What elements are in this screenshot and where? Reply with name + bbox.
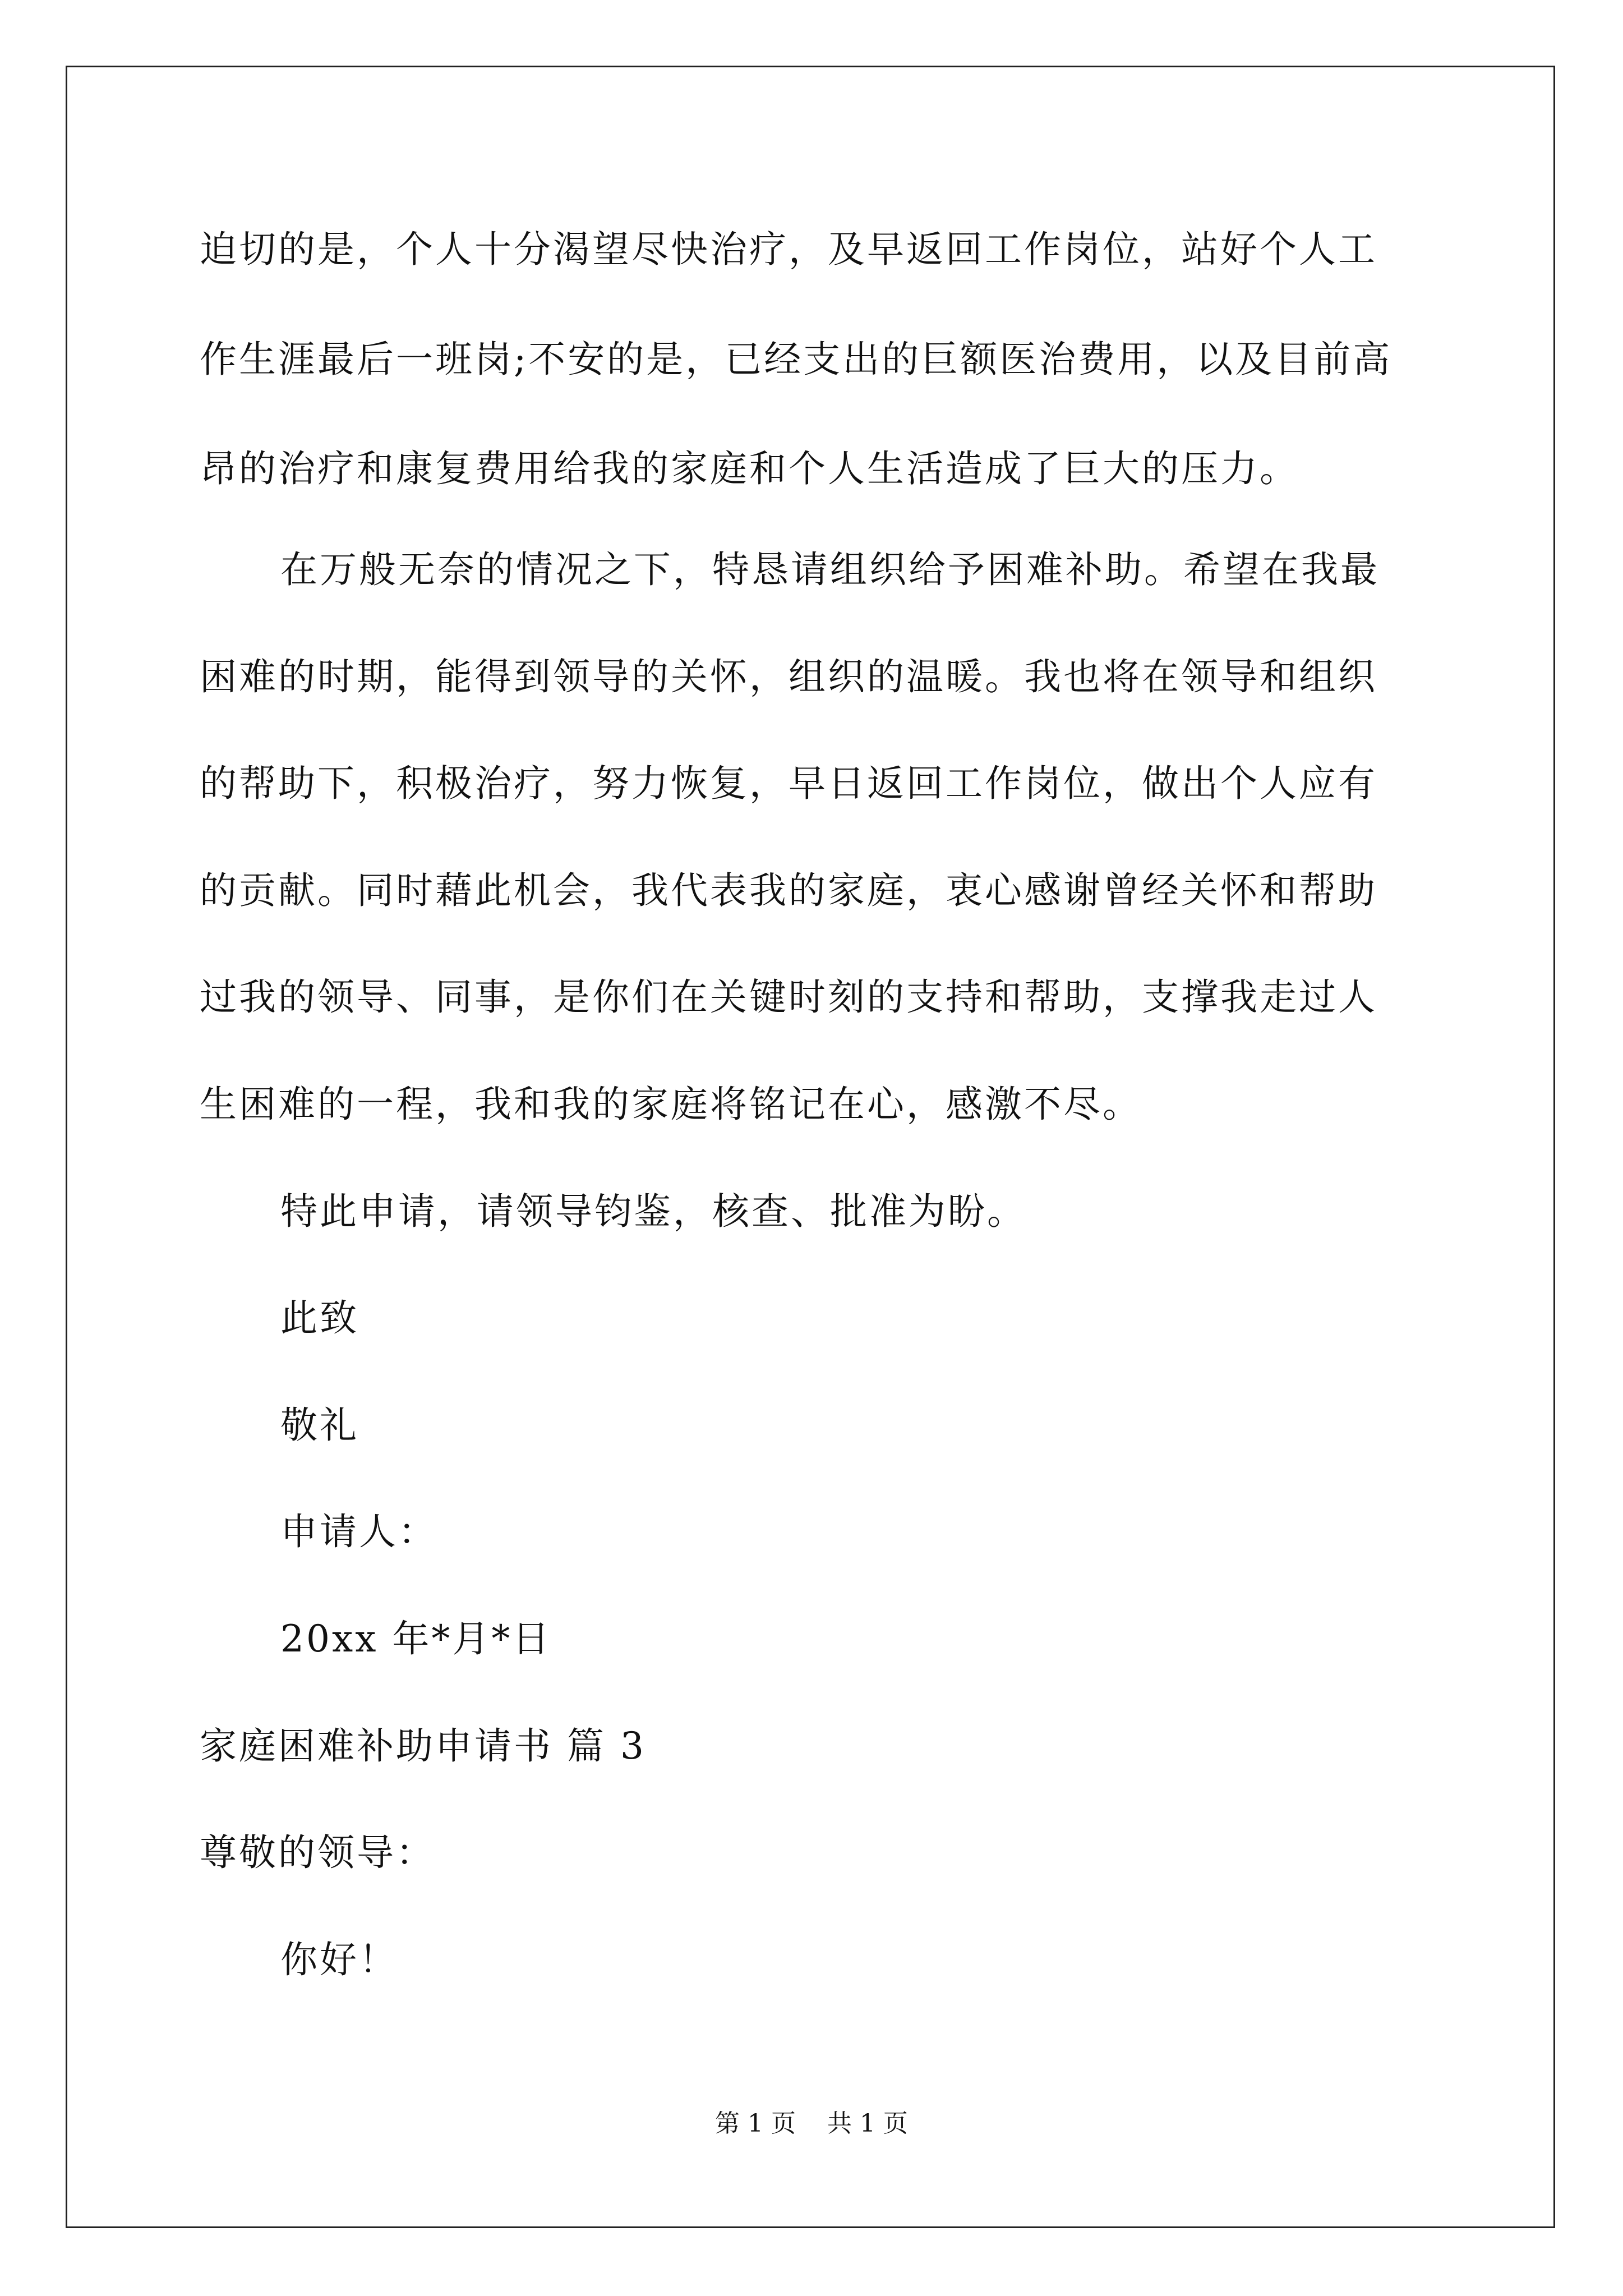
para2-line-6: 生困难的一程，我和我的家庭将铭记在心，感激不尽。 [200,1083,1142,1126]
page-border [66,66,1555,2228]
para1-line-1: 迫切的是，个人十分渴望尽快治疗，及早返回工作岗位，站好个人工 [200,228,1377,271]
para1-line-2: 作生涯最后一班岗;不安的是，已经支出的巨额医治费用，以及目前高 [200,338,1393,381]
page-footer: 第 1 页 共 1 页 [715,2109,908,2138]
para2-line-3: 的帮助下，积极治疗，努力恢复，早日返回工作岗位，做出个人应有 [200,762,1377,805]
para2-line-2: 困难的时期，能得到领导的关怀，组织的温暖。我也将在领导和组织 [200,655,1377,698]
section-title: 家庭困难补助申请书 篇 3 [200,1724,646,1768]
request-line: 特此申请，请领导钧鉴，核查、批准为盼。 [280,1190,1026,1233]
applicant-label: 申请人： [280,1510,437,1553]
para1-line-3: 昂的治疗和康复费用给我的家庭和个人生活造成了巨大的压力。 [200,447,1299,490]
para2-line-1: 在万般无奈的情况之下，特恳请组织给予困难补助。希望在我最 [280,548,1380,591]
para2-line-4: 的贡献。同时藉此机会，我代表我的家庭，衷心感谢曾经关怀和帮助 [200,869,1377,912]
para2-line-5: 过我的领导、同事，是你们在关键时刻的支持和帮助，支撑我走过人 [200,976,1377,1019]
closing-line-1: 此致 [280,1296,359,1340]
greeting: 你好！ [280,1938,398,1981]
date-line: 20xx 年*月*日 [280,1617,552,1660]
salutation: 尊敬的领导： [200,1831,435,1874]
closing-line-2: 敬礼 [280,1404,359,1447]
